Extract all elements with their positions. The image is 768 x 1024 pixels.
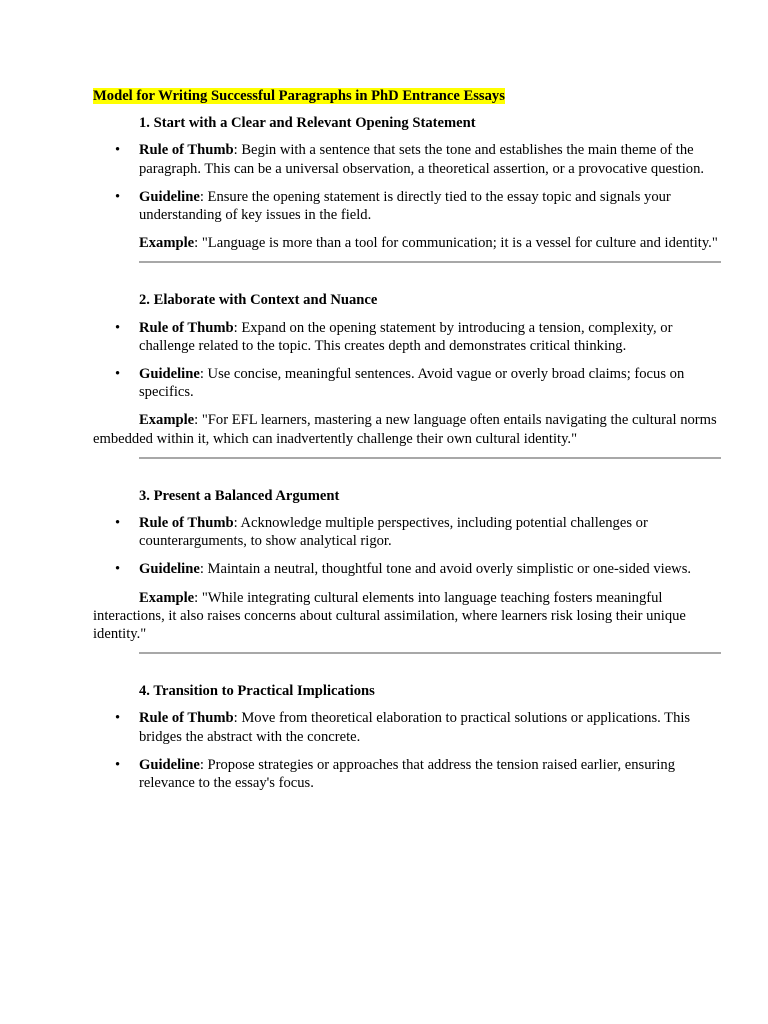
section-heading: 3. Present a Balanced Argument — [139, 487, 340, 504]
bullet-icon: • — [115, 188, 121, 205]
section-points-list — [93, 514, 721, 579]
example-label: Example — [139, 412, 195, 429]
guideline-text: : Propose strategies or approaches that address the tension raised earlier, ensuring relevance to the essay's focus. — [139, 756, 676, 792]
guideline-label: Guideline — [139, 188, 200, 205]
rule-of-thumb-item — [115, 141, 721, 177]
example-label: Example — [139, 235, 195, 252]
section-heading: 1. Start with a Clear and Relevant Opening Statement — [139, 115, 476, 132]
guideline-text: : Ensure the opening statement is directly tied to the essay topic and signals your understanding of key issues in the field. — [139, 188, 671, 224]
rule-of-thumb-item — [115, 709, 721, 745]
example-text: : "While integrating cultural elements into language teaching fosters meaningful interactions, it also raises concerns about cultural assimilation, where learners risk losing their unique identity." — [93, 589, 686, 643]
example-paragraph — [93, 589, 721, 644]
rule-of-thumb-label: Rule of Thumb — [139, 710, 234, 727]
bullet-icon: • — [115, 515, 121, 532]
example-paragraph — [93, 411, 721, 447]
rule-of-thumb-text: : Expand on the opening statement by introducing a tension, complexity, or challenge related to the topic. This creates depth and demonstrates critical thinking. — [139, 319, 673, 354]
guideline-item — [115, 756, 721, 792]
highlighted-title-text: Model for Writing Successful Paragraphs in PhD Entrance Essays — [93, 88, 505, 104]
rule-of-thumb-text: : Move from theoretical elaboration to practical solutions or applications. This bridges the abstract with the concrete. — [139, 710, 691, 745]
rule-of-thumb-item — [115, 319, 721, 355]
example-text: : "For EFL learners, mastering a new language often entails navigating the cultural norms embedded within it, which can inadvertently challenge their own cultural identity." — [93, 412, 717, 447]
section-points-list — [93, 709, 721, 792]
section-points-list — [93, 319, 721, 402]
bullet-icon: • — [115, 366, 121, 383]
rule-of-thumb-text: : Acknowledge multiple perspectives, including potential challenges or counterarguments, to show analytical rigor. — [139, 515, 648, 550]
guideline-item — [115, 560, 721, 578]
rule-of-thumb-label: Rule of Thumb — [139, 142, 234, 159]
guideline-text: : Maintain a neutral, thoughtful tone and avoid overly simplistic or one-sided views. — [199, 561, 692, 578]
bullet-icon: • — [115, 710, 121, 727]
rule-of-thumb-label: Rule of Thumb — [139, 319, 234, 336]
example-paragraph — [93, 234, 721, 252]
section-divider — [139, 457, 721, 459]
section-divider — [139, 261, 721, 263]
example-text: : "Language is more than a tool for communication; it is a vessel for culture and identity." — [194, 235, 718, 252]
example-label: Example — [139, 589, 195, 606]
guideline-label: Guideline — [139, 366, 200, 383]
guideline-item — [115, 365, 721, 401]
guideline-item — [115, 188, 721, 224]
bullet-icon: • — [115, 319, 121, 336]
section-divider — [139, 652, 721, 654]
bullet-icon: • — [115, 756, 121, 773]
section-heading: 4. Transition to Practical Implications — [139, 683, 375, 700]
section-points-list — [93, 141, 721, 224]
guideline-label: Guideline — [139, 756, 200, 773]
section-heading: 2. Elaborate with Context and Nuance — [139, 292, 378, 309]
document-title — [93, 87, 721, 105]
guideline-label: Guideline — [139, 561, 200, 578]
rule-of-thumb-text: : Begin with a sentence that sets the tone and establishes the main theme of the paragraph. This can be a universal observation, a theoretical assertion, or a provocative question. — [139, 142, 705, 177]
guideline-text: : Use concise, meaningful sentences. Avoid vague or overly broad claims; focus on specifics. — [139, 366, 685, 401]
rule-of-thumb-item — [115, 514, 721, 550]
bullet-icon: • — [115, 561, 121, 578]
rule-of-thumb-label: Rule of Thumb — [139, 515, 234, 532]
bullet-icon: • — [115, 142, 121, 159]
